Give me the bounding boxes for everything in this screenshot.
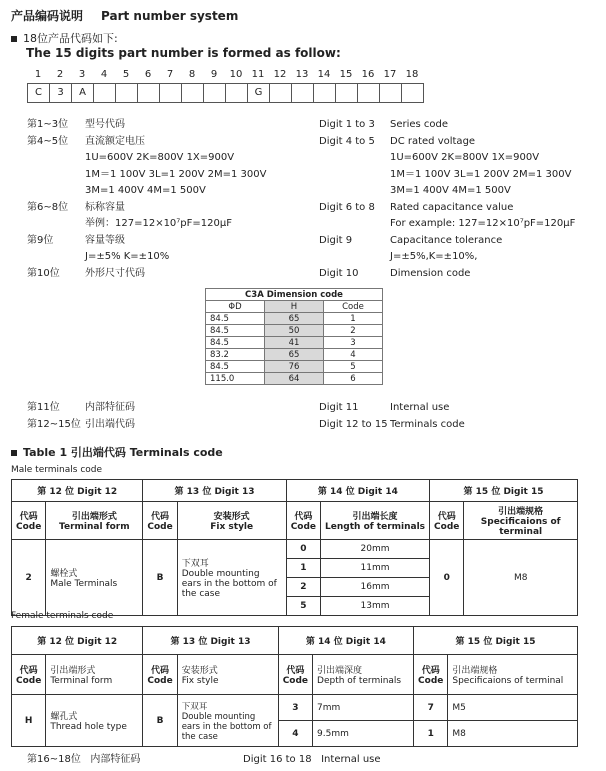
table1-title: Table 1 引出端代码 Terminals code xyxy=(11,444,223,460)
male-v15: M8 xyxy=(464,540,578,616)
code-boxes xyxy=(27,83,424,103)
female-code-15: 代码 Code xyxy=(414,655,448,695)
female-depth-value: 7mm xyxy=(313,695,414,721)
description-row xyxy=(27,249,266,266)
description-key: 第4~5位 xyxy=(27,135,69,147)
female-h13: 第 13 位 Digit 13 xyxy=(143,627,278,655)
female-c13: 安装形式 Fix style xyxy=(177,655,278,695)
male-code-13: 代码 Code xyxy=(143,502,177,540)
description-key: 第10位 xyxy=(27,267,60,279)
description-row xyxy=(27,150,266,167)
description-row xyxy=(319,183,575,200)
bullet-icon xyxy=(11,450,17,456)
description-value: Capacitance tolerance xyxy=(390,234,503,246)
male-v12-code: 2 xyxy=(12,540,46,616)
dimension-row xyxy=(206,325,383,337)
description-key: 第11位 xyxy=(27,402,60,413)
dimension-height: 65 xyxy=(265,313,324,325)
description-key xyxy=(319,216,390,233)
description-row xyxy=(27,266,266,283)
dimension-code: 5 xyxy=(324,361,383,373)
description-value: 1U=600V 2K=800V 1X=900V xyxy=(85,152,235,163)
female-spec-value: M8 xyxy=(448,721,578,747)
description-key: Digit 11 xyxy=(319,402,359,413)
description-key: Digit 10 xyxy=(319,267,359,279)
description-value: 内部特征码 xyxy=(85,402,135,413)
description-row xyxy=(319,200,575,217)
bullet-icon xyxy=(11,36,17,42)
digit-position: 2 xyxy=(56,69,64,80)
dimension-code: 3 xyxy=(324,337,383,349)
description-row xyxy=(27,200,266,217)
description-value: 1U=600V 2K=800V 1X=900V xyxy=(390,152,540,163)
title-cn: 产品编码说明 xyxy=(11,9,84,23)
female-c12: 引出端形式 Terminal form xyxy=(46,655,143,695)
dimension-diameter: 115.0 xyxy=(206,373,265,385)
female-code-12: 代码 Code xyxy=(12,655,46,695)
dim-header-h: H xyxy=(265,301,324,313)
description-key: 第12~15位 xyxy=(27,418,81,430)
dim-header-d: ΦD xyxy=(206,301,265,313)
code-box xyxy=(116,84,138,102)
description-value: 1M＝1 100V 3L=1 200V 2M=1 300V xyxy=(390,168,572,180)
footer-cn xyxy=(27,752,140,769)
description-row xyxy=(27,417,135,434)
digit-position: 17 xyxy=(383,69,397,80)
male-c15: 引出端规格 Specificaions of terminal xyxy=(464,502,578,540)
male-len-code: 5 xyxy=(286,597,320,616)
code-box xyxy=(402,84,423,102)
dimension-height: 65 xyxy=(265,349,324,361)
female-spec-code: 1 xyxy=(414,721,448,747)
digit-position: 13 xyxy=(295,69,309,80)
male-h15: 第 15 位 Digit 15 xyxy=(430,480,578,502)
female-v13-code: B xyxy=(143,695,177,747)
left-description xyxy=(27,117,266,282)
footer-en-value: Internal use xyxy=(321,754,381,765)
description-row xyxy=(27,233,266,250)
male-c12: 引出端形式 Terminal form xyxy=(46,502,143,540)
male-h13: 第 13 位 Digit 13 xyxy=(143,480,286,502)
description-key: Digit 6 to 8 xyxy=(319,201,375,213)
footer-en xyxy=(243,752,381,769)
dimension-row xyxy=(206,313,383,325)
description-row xyxy=(27,400,135,417)
female-spec-code: 7 xyxy=(414,695,448,721)
female-label: Female terminals code xyxy=(11,611,114,621)
description-value: Dimension code xyxy=(390,267,471,279)
description-row xyxy=(319,117,575,134)
right-description xyxy=(319,117,575,282)
dimension-height: 64 xyxy=(265,373,324,385)
description-key xyxy=(319,167,390,184)
male-len-value: 11mm xyxy=(321,559,430,578)
digit-position: 4 xyxy=(100,69,108,80)
digit-position: 5 xyxy=(122,69,130,80)
dimension-diameter: 84.5 xyxy=(206,337,265,349)
male-h12: 第 12 位 Digit 12 xyxy=(12,480,143,502)
male-v13: 下双耳 Double mounting ears in the bottom of the case xyxy=(177,540,286,616)
description-row xyxy=(27,134,266,151)
female-c14: 引出端深度 Depth of terminals xyxy=(313,655,414,695)
code-box xyxy=(314,84,336,102)
footer-cn-key: 第16~18位 xyxy=(27,754,81,765)
footer-en-key: Digit 16 to 18 xyxy=(243,754,312,765)
description-value: 容量等级 xyxy=(85,234,125,246)
dimension-height: 50 xyxy=(265,325,324,337)
description-key: 第9位 xyxy=(27,234,54,246)
description-key: Digit 9 xyxy=(319,234,353,246)
dimension-table-caption: C3A Dimension code xyxy=(206,289,383,301)
dimension-code: 2 xyxy=(324,325,383,337)
digit-position: 18 xyxy=(405,69,419,80)
description-value: 直流额定电压 xyxy=(85,135,145,147)
male-len-code: 0 xyxy=(286,540,320,559)
male-code-15: 代码 Code xyxy=(430,502,464,540)
description-value: 3M=1 400V 4M=1 500V xyxy=(85,185,206,196)
description-row xyxy=(319,134,575,151)
female-h12: 第 12 位 Digit 12 xyxy=(12,627,143,655)
description-value: 1M＝1 100V 3L=1 200V 2M=1 300V xyxy=(85,168,267,180)
description-key xyxy=(319,183,390,200)
description-row xyxy=(319,400,465,417)
description-value: J=±5%,K=±10%, xyxy=(390,251,478,262)
title-en: Part number system xyxy=(101,9,239,23)
description-value: 引出端代码 xyxy=(85,418,135,430)
code-box xyxy=(336,84,358,102)
female-v12-code: H xyxy=(12,695,46,747)
description-key: 第1~3位 xyxy=(27,119,69,130)
description-value: 型号代码 xyxy=(85,119,125,130)
code-box: C xyxy=(28,84,50,102)
dimension-diameter: 83.2 xyxy=(206,349,265,361)
female-terminals-table xyxy=(11,626,578,747)
dimension-diameter: 84.5 xyxy=(206,313,265,325)
description-row xyxy=(319,150,575,167)
male-code-14: 代码 Code xyxy=(286,502,320,540)
description-key: Digit 4 to 5 xyxy=(319,135,375,147)
dimension-height: 76 xyxy=(265,361,324,373)
male-len-code: 1 xyxy=(286,559,320,578)
dimension-table xyxy=(205,288,383,385)
male-c13: 安装形式 Fix style xyxy=(177,502,286,540)
male-v12: 螺栓式 Male Terminals xyxy=(46,540,143,616)
description-value: Internal use xyxy=(390,402,450,413)
description-row xyxy=(319,233,575,250)
description-key: Digit 12 to 15 xyxy=(319,418,388,430)
description-value: Series code xyxy=(390,119,449,130)
code-box xyxy=(358,84,380,102)
description-value: 3M=1 400V 4M=1 500V xyxy=(390,185,511,196)
male-code-12: 代码 Code xyxy=(12,502,46,540)
left-description-2 xyxy=(27,400,135,433)
footer-cn-value: 内部特征码 xyxy=(90,754,141,765)
subtitle-cn: 18位产品代码如下: xyxy=(11,30,118,46)
male-c14: 引出端长度 Length of terminals xyxy=(321,502,430,540)
description-key xyxy=(27,150,85,167)
description-row xyxy=(27,167,266,184)
digit-position: 7 xyxy=(166,69,174,80)
description-row xyxy=(27,183,266,200)
code-box xyxy=(94,84,116,102)
code-box xyxy=(182,84,204,102)
female-h14: 第 14 位 Digit 14 xyxy=(278,627,413,655)
right-description-2 xyxy=(319,400,465,433)
male-len-code: 2 xyxy=(286,578,320,597)
female-v12: 螺孔式 Thread hole type xyxy=(46,695,143,747)
code-box xyxy=(204,84,226,102)
digit-position: 16 xyxy=(361,69,375,80)
code-box xyxy=(160,84,182,102)
description-value: 外形尺寸代码 xyxy=(85,267,145,279)
code-box xyxy=(380,84,402,102)
dimension-height: 41 xyxy=(265,337,324,349)
dimension-code: 1 xyxy=(324,313,383,325)
digit-position: 12 xyxy=(273,69,287,80)
description-value: 举例：127=12×10⁷pF=120μF xyxy=(85,218,232,229)
male-len-value: 13mm xyxy=(321,597,430,616)
code-box xyxy=(270,84,292,102)
description-value: 标称容量 xyxy=(85,201,125,213)
dimension-row xyxy=(206,349,383,361)
description-value: J=±5% K=±10% xyxy=(85,251,170,262)
description-row xyxy=(319,167,575,184)
description-key xyxy=(319,150,390,167)
description-key: Digit 1 to 3 xyxy=(319,119,375,130)
male-terminals-table xyxy=(11,479,578,616)
description-value: Rated capacitance value xyxy=(390,201,514,213)
description-row xyxy=(319,417,465,434)
female-depth-code: 4 xyxy=(278,721,312,747)
digit-position: 6 xyxy=(144,69,152,80)
dimension-row xyxy=(206,337,383,349)
female-code-13: 代码 Code xyxy=(143,655,177,695)
digit-position: 11 xyxy=(251,69,265,80)
description-row xyxy=(27,117,266,134)
female-spec-value: M5 xyxy=(448,695,578,721)
male-len-value: 16mm xyxy=(321,578,430,597)
digit-position: 1 xyxy=(34,69,42,80)
description-value: DC rated voltage xyxy=(390,135,476,147)
dimension-row xyxy=(206,361,383,373)
male-len-value: 20mm xyxy=(321,540,430,559)
code-box xyxy=(138,84,160,102)
description-key xyxy=(27,216,85,233)
description-key xyxy=(27,167,85,184)
description-value: Terminals code xyxy=(390,418,465,430)
male-v13-code: B xyxy=(143,540,177,616)
code-box: A xyxy=(72,84,94,102)
dimension-code: 4 xyxy=(324,349,383,361)
description-row xyxy=(319,216,575,233)
dimension-code: 6 xyxy=(324,373,383,385)
description-row xyxy=(27,216,266,233)
male-label: Male terminals code xyxy=(11,465,103,475)
code-box: 3 xyxy=(50,84,72,102)
description-value: For example: 127=12×10⁷pF=120μF xyxy=(390,218,576,229)
female-depth-code: 3 xyxy=(278,695,312,721)
female-h15: 第 15 位 Digit 15 xyxy=(414,627,578,655)
digit-position: 15 xyxy=(339,69,353,80)
description-key xyxy=(27,183,85,200)
description-key xyxy=(319,249,390,266)
digit-position: 14 xyxy=(317,69,331,80)
code-box xyxy=(292,84,314,102)
digit-position: 3 xyxy=(78,69,86,80)
female-code-14: 代码 Code xyxy=(278,655,312,695)
female-v13: 下双耳 Double mounting ears in the bottom of the case xyxy=(177,695,278,747)
female-depth-value: 9.5mm xyxy=(313,721,414,747)
description-key: 第6~8位 xyxy=(27,201,69,213)
digit-position: 10 xyxy=(229,69,243,80)
digit-position: 8 xyxy=(188,69,196,80)
female-c15: 引出端规格 Specificaions of terminal xyxy=(448,655,578,695)
code-box: G xyxy=(248,84,270,102)
digit-position: 9 xyxy=(210,69,218,80)
subtitle-en: The 15 digits part number is formed as follow: xyxy=(26,46,341,60)
code-box xyxy=(226,84,248,102)
dim-header-code: Code xyxy=(324,301,383,313)
description-key xyxy=(27,249,85,266)
description-row xyxy=(319,249,575,266)
description-row xyxy=(319,266,575,283)
dimension-diameter: 84.5 xyxy=(206,361,265,373)
dimension-row xyxy=(206,373,383,385)
page-title xyxy=(11,7,238,24)
male-v15-code: 0 xyxy=(430,540,464,616)
male-h14: 第 14 位 Digit 14 xyxy=(286,480,429,502)
dimension-diameter: 84.5 xyxy=(206,325,265,337)
